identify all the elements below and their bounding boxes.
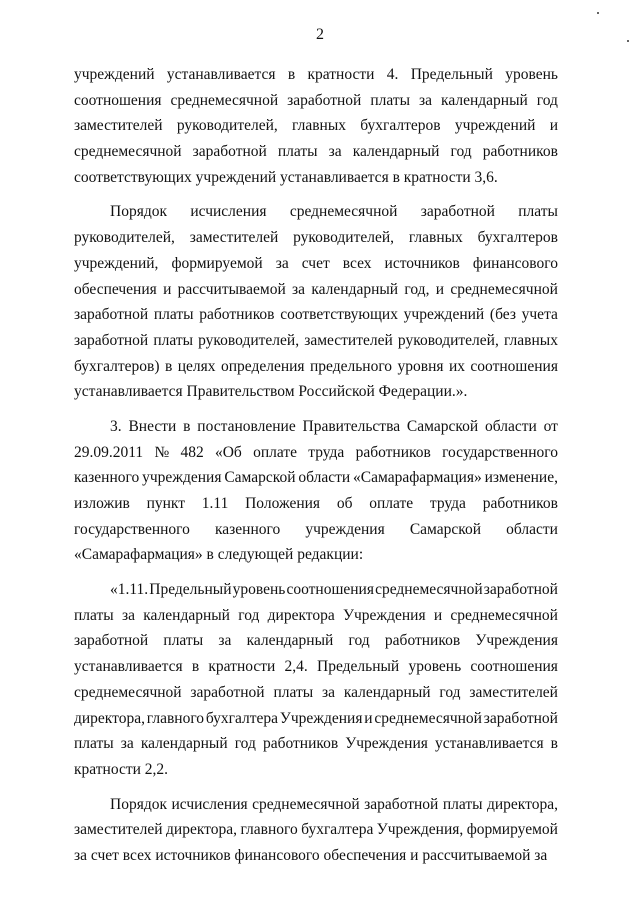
text-line: устанавливается Правительством Российской Федерации.».	[74, 383, 468, 401]
text-line: руководителей, заместителей руководителей, главных бухгалтеров	[74, 229, 558, 247]
paragraph	[74, 577, 558, 783]
paragraph-gap	[74, 190, 558, 199]
text-line: учреждений, формируемой за счет всех источников финансового	[74, 254, 558, 272]
page-number: 2	[316, 26, 324, 43]
text-line: заработной платы руководителей, заместителей руководителей, главных	[74, 331, 558, 349]
text-line: соотношения среднемесячной заработной платы за календарный год	[74, 91, 558, 109]
paragraph	[74, 414, 558, 568]
text-line: кратности 2,2.	[74, 760, 169, 778]
text-line: среднемесячной заработной платы за календарный год заместителей	[74, 683, 558, 701]
text-line: директора, главного бухгалтера Учреждения и среднемесячной заработной	[74, 709, 558, 727]
text-line: изложив пункт 1.11 Положения об оплате труда работников	[74, 495, 558, 512]
text-line: 3. Внести в постановление Правительства Самарской области от	[110, 417, 558, 435]
text-line: обеспечения и рассчитываемой за календарный год, и среднемесячной	[74, 280, 558, 298]
text-line: «1.11. Предельный уровень соотношения среднемесячной заработной	[110, 581, 558, 599]
text-line: заработной платы за календарный год работников Учреждения	[74, 632, 558, 650]
text-line: заместителей руководителей, главных бухгалтеров учреждений и	[74, 117, 558, 135]
document-body	[74, 62, 558, 869]
text-line: «Самарафармация» в следующей редакции:	[74, 546, 364, 564]
paragraph-gap	[74, 405, 558, 414]
paragraph-gap	[74, 783, 558, 792]
text-line: бухгалтеров) в целях определения предельного уровня их соотношения	[74, 357, 558, 375]
text-line: соответствующих учреждений устанавливается в кратности 3,6.	[74, 168, 498, 186]
text-line: среднемесячной заработной платы за календарный год работников	[74, 143, 558, 161]
paragraph-gap	[74, 568, 558, 577]
paragraph	[74, 792, 558, 869]
text-line: 29.09.2011 № 482 «Об оплате труда работников государственного	[74, 443, 558, 461]
scan-speck	[597, 12, 599, 14]
text-line: заместителей директора, главного бухгалтера Учреждения, формируемой	[74, 821, 558, 839]
text-line: за счет всех источников финансового обеспечения и рассчитываемой за	[74, 846, 548, 864]
text-line: Порядок исчисления среднемесячной заработной платы	[110, 203, 558, 221]
text-line: Порядок исчисления среднемесячной заработной платы директора,	[110, 795, 558, 813]
text-line: устанавливается в кратности 2,4. Предельный уровень соотношения	[74, 658, 558, 676]
text-line: платы за календарный год работников Учреждения устанавливается в	[74, 735, 558, 753]
text-line: учреждений устанавливается в кратности 4. Предельный уровень	[74, 66, 558, 83]
text-line: заработной платы работников соответствующих учреждений (без учета	[74, 306, 558, 324]
paragraph	[74, 199, 558, 405]
text-line: платы за календарный год директора Учреждения и среднемесячной	[74, 606, 558, 624]
text-line: государственного казенного учреждения Самарской области	[74, 520, 558, 538]
paragraph	[74, 62, 558, 190]
text-line: казенного учреждения Самарской области «Самарафармация» изменение,	[74, 469, 558, 487]
